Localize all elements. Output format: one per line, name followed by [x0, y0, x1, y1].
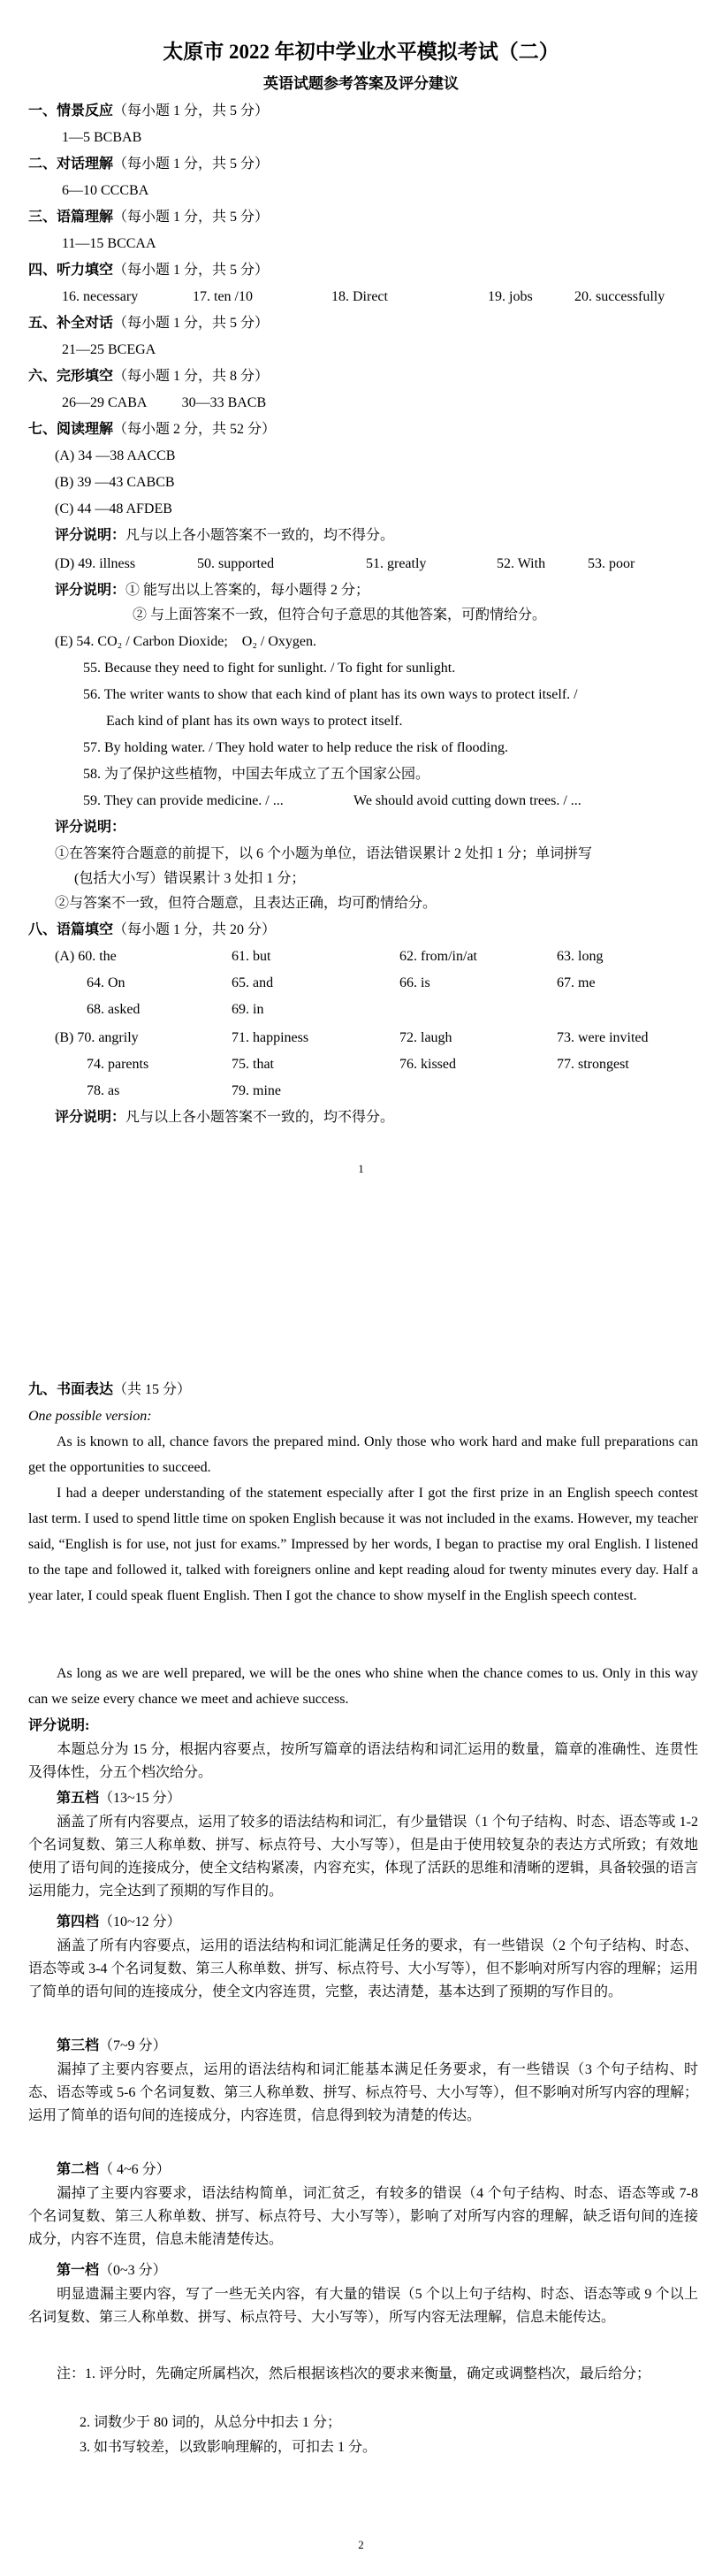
reading-answer-d: 52. With	[497, 556, 546, 571]
reading-answer-d: 50. supported	[197, 556, 275, 571]
cloze-answer: 76. kissed	[399, 1057, 456, 1072]
section-answer: 26—29 CABA 30—33 BACB	[62, 395, 267, 410]
section-heading: 三、语篇理解（每小题 1 分，共 5 分）	[28, 210, 270, 225]
section-heading: 七、阅读理解（每小题 2 分，共 52 分）	[28, 422, 277, 437]
answer-page-2	[0, 1194, 722, 2576]
grade-description: 漏掉了主要内容要点，运用的语法结构和词汇能基本满足任务要求，有一些错误（3 个句子结构、时态、语态等或 5-6 个名词复数、第三人称单数、拼写、标点符号、大小写等），但不影响对所写内容的理解；运用了简单的语句间的连接成分，内容连贯，信息得到较为清楚的传达。	[28, 2062, 698, 2123]
section-heading: 五、补全对话（每小题 1 分，共 5 分）	[28, 316, 270, 331]
section-heading: 一、情景反应（每小题 1 分，共 5 分）	[28, 103, 270, 118]
reading-answer-d: 53. poor	[588, 556, 635, 571]
scoring-note-item: ② 与上面答案不一致，但符合句子意思的其他答案，可酌情给分。	[133, 608, 547, 623]
section-answer: 11—15 BCCAA	[62, 236, 156, 251]
section-heading: 九、书面表达（共 15 分）	[28, 1382, 192, 1397]
reading-answer-d: 51. greatly	[366, 556, 427, 571]
reading-answer-a: (A) 34 —38 AACCB	[55, 448, 176, 463]
scoring-note-item: ②与答案不一致，但符合题意，且表达正确，均可酌情给分。	[55, 896, 437, 911]
page-number: 2	[358, 2538, 364, 2551]
cloze-answer: 64. On	[87, 975, 125, 990]
scoring-note: 评分说明：① 能写出以上答案的，每小题得 2 分；	[55, 583, 370, 598]
listening-answer: 19. jobs	[488, 289, 533, 304]
cloze-answer: 61. but	[232, 949, 271, 964]
essay-paragraph: I had a deeper understanding of the statement especially after I got the first prize in an English speech contest last term. I used to spend little time on spoken English because it was not included in the exams. However, my teacher said, “English is for use, not just for exams.” Impressed by her words, I began to practise my oral English. I listened to the tape and followed it, talked with foreigners online and kept reading aloud for twenty minutes every day. Half a year later, I could speak fluent English. Then I got the chance to show myself in the English speech contest.	[28, 1486, 698, 1603]
reading-answer-e: 56. The writer wants to show that each kind of plant has its own ways to protect itself. /	[83, 687, 578, 702]
scoring-intro: 本题总分为 15 分，根据内容要点，按所写篇章的语法结构和词汇运用的数量，篇章的准确性、连贯性及得体性，分五个档次给分。	[28, 1742, 698, 1780]
grade-heading: 第三档（7~9 分）	[57, 2038, 167, 2053]
grading-note: 2. 词数少于 80 词的，从总分中扣去 1 分；	[80, 2415, 342, 2430]
cloze-answer: 79. mine	[232, 1083, 281, 1098]
cloze-answer: 77. strongest	[557, 1057, 629, 1072]
reading-answer-e: We should avoid cutting down trees. / ...	[353, 793, 581, 808]
sample-essay-label: One possible version:	[28, 1409, 152, 1424]
cloze-answer: 65. and	[232, 975, 274, 990]
cloze-answer: 63. long	[557, 949, 604, 964]
reading-answer-e: (E) 54. CO₂ / Carbon Dioxide; O₂ / Oxygen.	[55, 634, 317, 649]
listening-answer: 18. Direct	[331, 289, 388, 304]
cloze-answer: 69. in	[232, 1002, 264, 1017]
grade-description: 涵盖了所有内容要点，运用的语法结构和词汇能满足任务的要求，有一些错误（2 个句子结构、时态、语态等或 3-4 个名词复数、第三人称单数、拼写、标点符号、大小写等），但不影响对所写内容的理解；运用了简单的语句间的连接成分，使全文内容连贯，完整，表达清楚，基本达到了预期的写作目的。	[28, 1938, 698, 1999]
grade-heading: 第一档（0~3 分）	[57, 2263, 167, 2278]
reading-answer-b: (B) 39 —43 CABCB	[55, 475, 175, 490]
cloze-answer: 71. happiness	[232, 1030, 309, 1045]
scoring-heading: 评分说明:	[28, 1718, 90, 1733]
reading-answer-e: 59. They can provide medicine. / ...	[83, 793, 284, 808]
listening-answer: 17. ten /10	[193, 289, 253, 304]
cloze-answer: 62. from/in/at	[399, 949, 477, 964]
document-title: 太原市 2022 年初中学业水平模拟考试（二）	[163, 41, 559, 63]
reading-answer-e: Each kind of plant has its own ways to protect itself.	[106, 714, 403, 729]
answer-page-1	[0, 0, 722, 1194]
grade-description: 漏掉了主要内容要求，语法结构简单，词汇贫乏，有较多的错误（4 个句子结构、时态、语态等或 7-8 个名词复数、第三人称单数、拼写、标点符号、大小写等），影响了对所写内容的理解，缺乏语句间的连接成分，内容不连贯，信息未能清楚传达。	[28, 2186, 698, 2247]
scoring-note-item: (包括大小写）错误累计 3 处扣 1 分；	[74, 871, 306, 886]
page-number: 1	[358, 1162, 364, 1175]
grading-note: 3. 如书写较差，以致影响理解的，可扣去 1 分。	[80, 2440, 377, 2455]
cloze-answer: 67. me	[557, 975, 596, 990]
section-heading: 六、完形填空（每小题 1 分，共 8 分）	[28, 369, 270, 384]
reading-answer-e: 55. Because they need to fight for sunlight. / To fight for sunlight.	[83, 661, 456, 676]
reading-answer-e: 58. 为了保护这些植物，中国去年成立了五个国家公园。	[83, 767, 430, 782]
scoring-note-label: 评分说明：	[55, 820, 126, 835]
section-answer: 1—5 BCBAB	[62, 130, 142, 145]
scoring-note: 评分说明：凡与以上各小题答案不一致的，均不得分。	[55, 1110, 395, 1125]
grade-description: 明显遗漏主要内容，写了一些无关内容，有大量的错误（5 个以上句子结构、时态、语态等或 9 个以上名词复数、第三人称单数、拼写、标点符号、大小写等），所写内容无法理解，信息未能传达。	[28, 2287, 698, 2325]
grade-heading: 第四档（10~12 分）	[57, 1915, 181, 1930]
cloze-answer: 72. laugh	[399, 1030, 452, 1045]
section-answer: 21—25 BCEGA	[62, 342, 156, 357]
essay-paragraph: As long as we are well prepared, we will be the ones who shine when the chance comes to us. Only in this way can we seize every chance we meet and achieve success.	[28, 1666, 698, 1707]
cloze-answer: 78. as	[87, 1083, 120, 1098]
grade-description: 涵盖了所有内容要点，运用了较多的语法结构和词汇，有少量错误（1 个句子结构、时态、语态等或 1-2 个名词复数、第三人称单数、拼写、标点符号、大小写等），但是由于使用较复杂的表达方式所致；有效地使用了语句间的连接成分，使全文结构紧凑，内容充实，体现了活跃的思维和清晰的逻辑，具备较强的语言运用能力，完全达到了预期的写作目的。	[28, 1815, 698, 1899]
cloze-answer: 66. is	[399, 975, 430, 990]
cloze-answer: (A) 60. the	[55, 949, 117, 964]
reading-answer-d: (D) 49. illness	[55, 556, 136, 571]
grade-heading: 第二档（ 4~6 分）	[57, 2162, 171, 2177]
cloze-answer: (B) 70. angrily	[55, 1030, 139, 1045]
section-heading: 二、对话理解（每小题 1 分，共 5 分）	[28, 157, 270, 172]
section-heading: 四、听力填空（每小题 1 分，共 5 分）	[28, 263, 270, 278]
grading-note: 注：1. 评分时，先确定所属档次，然后根据该档次的要求来衡量，确定或调整档次，最后给分；	[57, 2366, 651, 2381]
document-subtitle: 英语试题参考答案及评分建议	[263, 75, 459, 92]
section-heading: 八、语篇填空（每小题 1 分，共 20 分）	[28, 922, 277, 937]
scoring-note-item: ①在答案符合题意的前提下，以 6 个小题为单位，语法错误累计 2 处扣 1 分；单词拼写	[55, 846, 593, 861]
listening-answer: 16. necessary	[62, 289, 139, 304]
cloze-answer: 73. were invited	[557, 1030, 649, 1045]
essay-paragraph: As is known to all, chance favors the prepared mind. Only those who work hard and make full preparations can get the opportunities to succeed.	[28, 1434, 698, 1475]
reading-answer-e: 57. By holding water. / They hold water to help reduce the risk of flooding.	[83, 740, 508, 755]
section-answer: 6—10 CCCBA	[62, 183, 149, 198]
scoring-note: 评分说明：凡与以上各小题答案不一致的，均不得分。	[55, 528, 395, 543]
cloze-answer: 74. parents	[87, 1057, 149, 1072]
listening-answer: 20. successfully	[574, 289, 665, 304]
cloze-answer: 75. that	[232, 1057, 274, 1072]
grade-heading: 第五档（13~15 分）	[57, 1791, 181, 1806]
cloze-answer: 68. asked	[87, 1002, 141, 1017]
reading-answer-c: (C) 44 —48 AFDEB	[55, 501, 172, 516]
